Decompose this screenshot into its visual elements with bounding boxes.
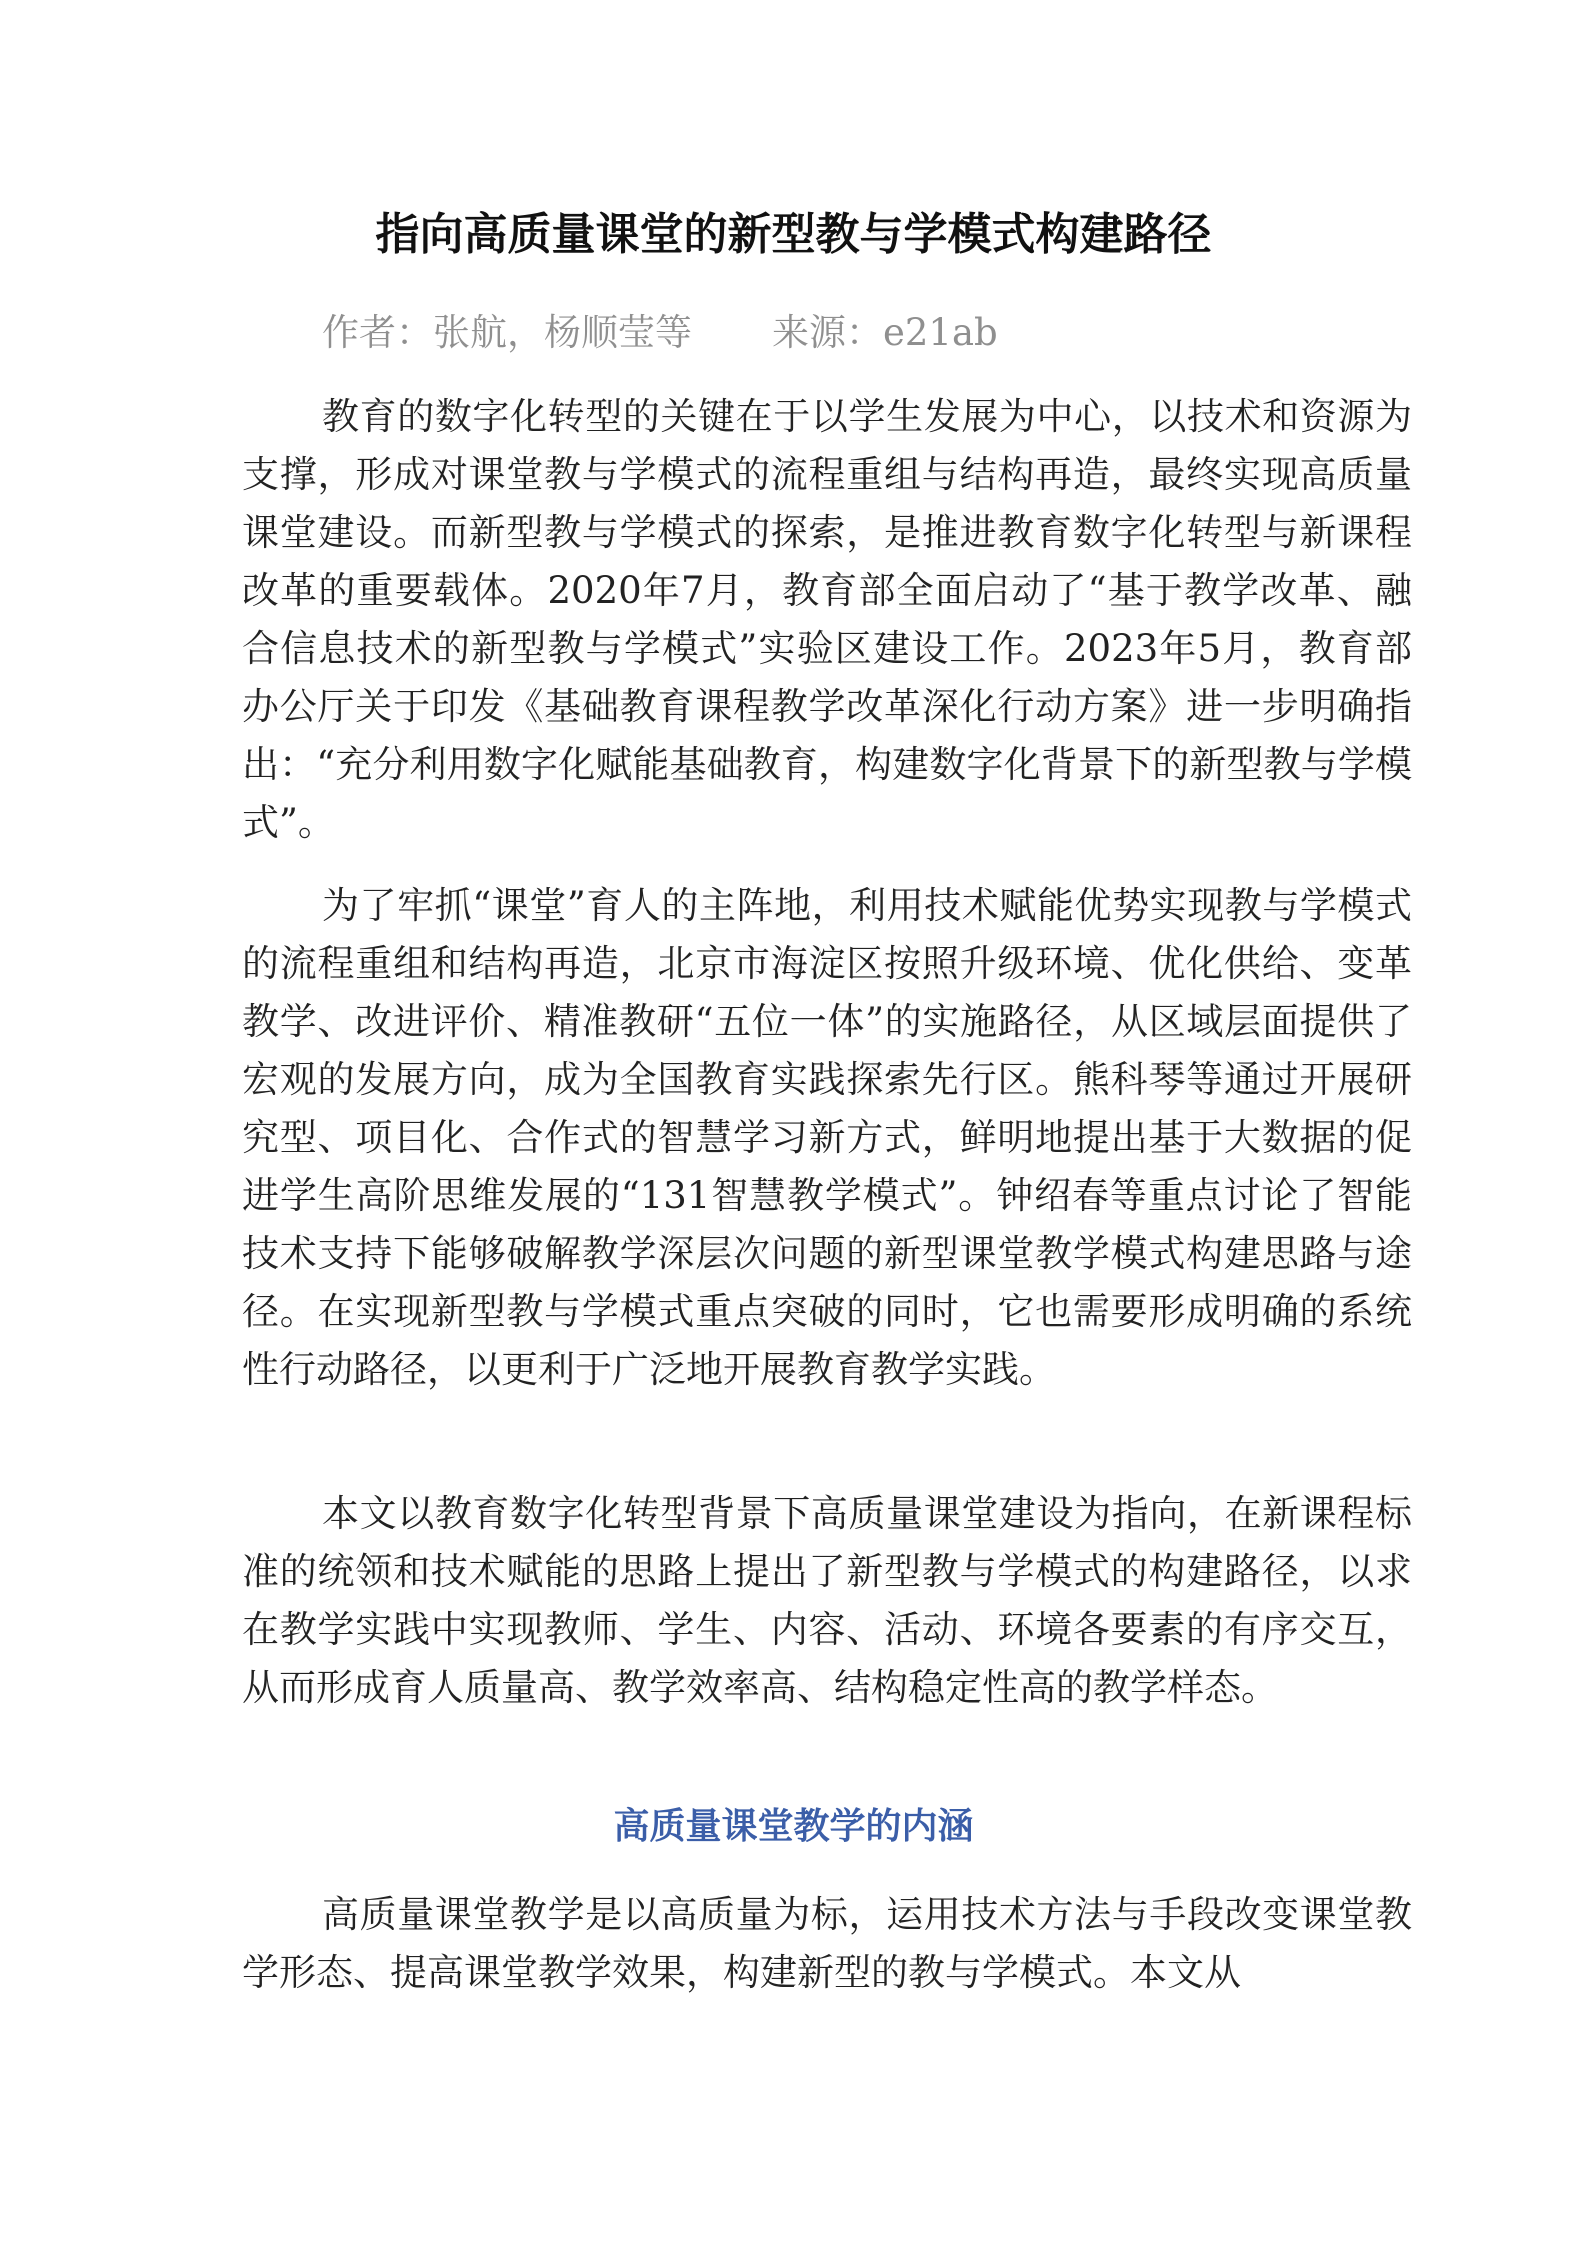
source-line: 来源：e21ab xyxy=(772,311,998,354)
author-line: 作者：张航，杨顺莹等 xyxy=(322,311,692,354)
body-paragraph-3: 本文以教育数字化转型背景下高质量课堂建设为指向，在新课程标准的统领和技术赋能的思路上提出了新型教与学模式的构建路径，以求在教学实践中实现教师、学生、内容、活动、环境各要素的有序交互，从而形成育人质量高、教学效率高、结构稳定性高的教学样态。 xyxy=(242,1492,1412,1709)
article-title: 指向高质量课堂的新型教与学模式构建路径 xyxy=(375,209,1212,260)
article-meta xyxy=(322,305,1422,361)
body-paragraph-1: 教育的数字化转型的关键在于以学生发展为中心，以技术和资源为支撑，形成对课堂教与学模式的流程重组与结构再造，最终实现高质量课堂建设。而新型教与学模式的探索，是推进教育数字化转型与新课程改革的重要载体。2020年7月，教育部全面启动了“基于教学改革、融合信息技术的新型教与学模式”实验区建设工作。2023年5月，教育部办公厅关于印发《基础教育课程教学改革深化行动方案》进一步明确指出：“充分利用数字化赋能基础教育，构建数字化背景下的新型教与学模式”。 xyxy=(242,395,1412,844)
section-paragraph: 高质量课堂教学是以高质量为标，运用技术方法与手段改变课堂教学形态、提高课堂教学效果，构建新型的教与学模式。本文从 xyxy=(242,1893,1412,1994)
section-heading: 高质量课堂教学的内涵 xyxy=(613,1806,974,1847)
body-paragraph-2: 为了牢抓“课堂”育人的主阵地，利用技术赋能优势实现教与学模式的流程重组和结构再造，北京市海淀区按照升级环境、优化供给、变革教学、改进评价、精准教研“五位一体”的实施路径，从区域层面提供了宏观的发展方向，成为全国教育实践探索先行区。熊科琴等通过开展研究型、项目化、合作式的智慧学习新方式，鲜明地提出基于大数据的促进学生高阶思维发展的“131智慧教学模式”。钟绍春等重点讨论了智能技术支持下能够破解教学深层次问题的新型课堂教学模式构建思路与途径。在实现新型教与学模式重点突破的同时，它也需要形成明确的系统性行动路径，以更利于广泛地开展教育教学实践。 xyxy=(242,884,1412,1391)
